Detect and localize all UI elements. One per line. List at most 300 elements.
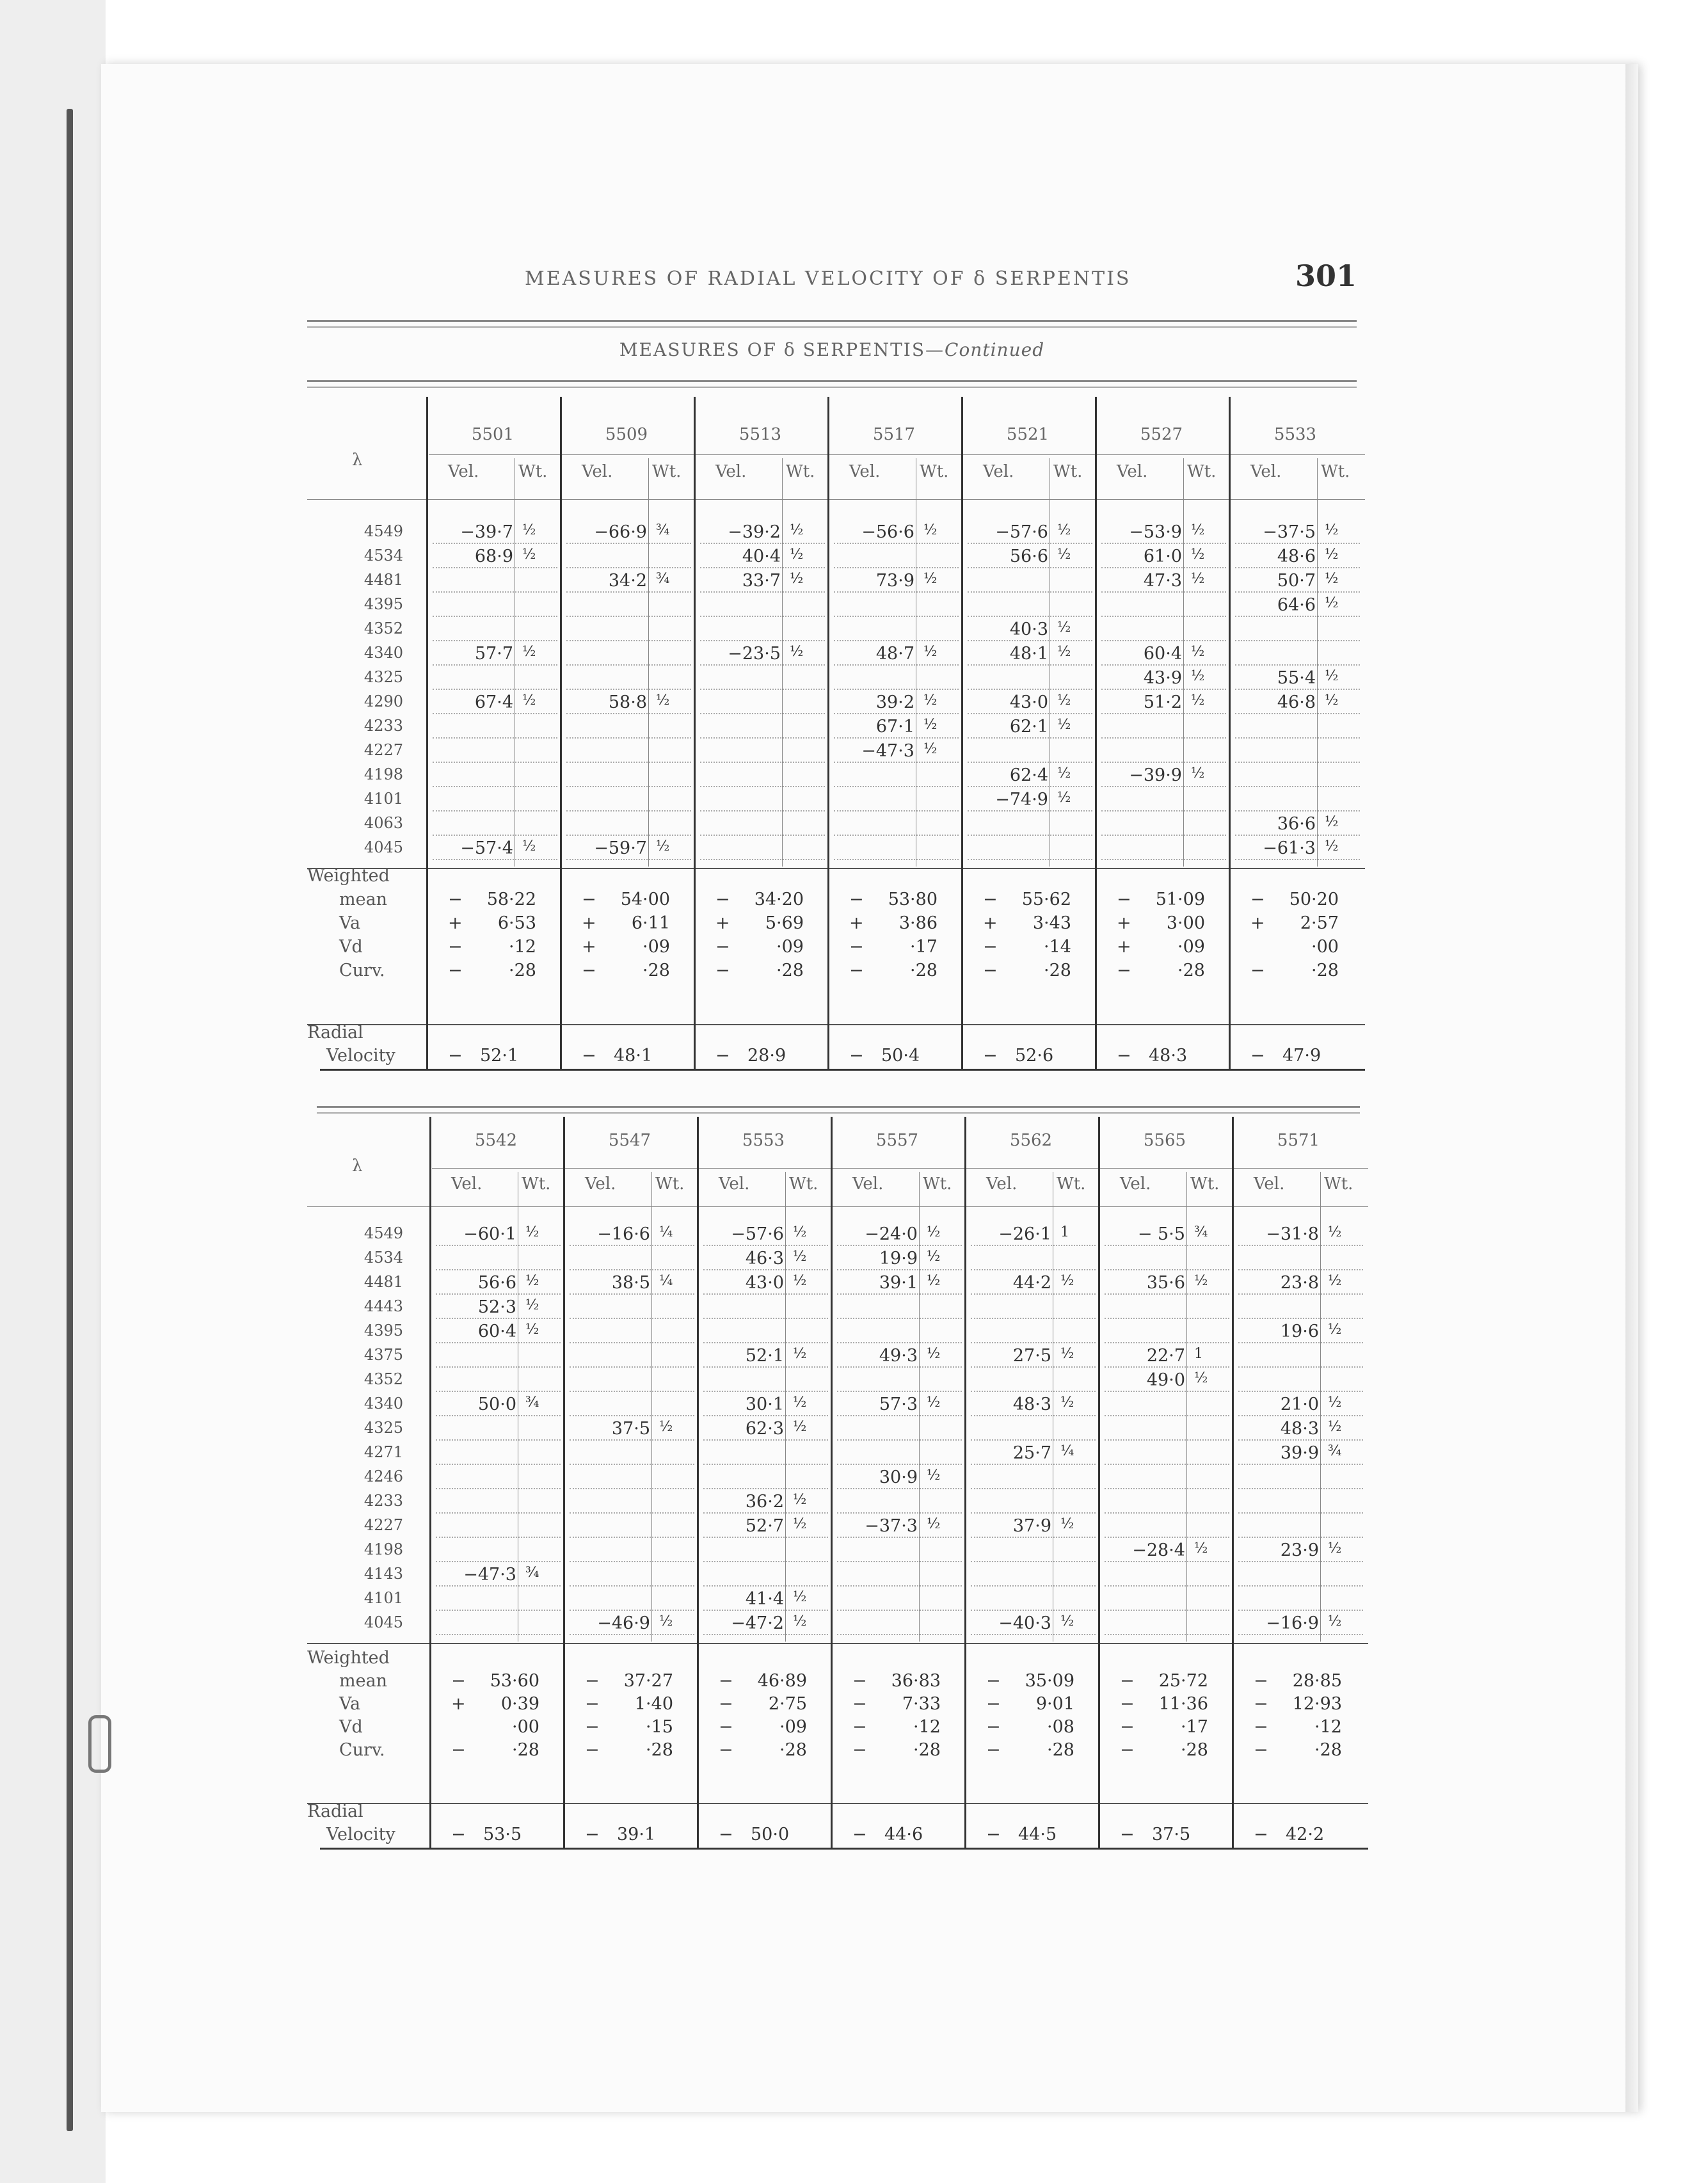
vel-header: Vel.	[983, 462, 1014, 481]
sign: +	[582, 913, 596, 933]
sign: −	[986, 1717, 1001, 1737]
sign: −	[983, 937, 998, 957]
dotted-leader	[700, 616, 825, 617]
velocity-value: 46·3	[745, 1249, 784, 1268]
dotted-leader	[968, 616, 1092, 617]
dotted-leader	[700, 762, 825, 763]
number: 54·00	[620, 890, 670, 909]
sign: −	[719, 1740, 733, 1760]
dotted-leader	[1101, 664, 1226, 666]
dotted-leader	[1101, 640, 1226, 641]
velocity-value: −74·9	[995, 790, 1048, 810]
number: 37·27	[623, 1671, 673, 1691]
weight-value: ½	[927, 1273, 941, 1289]
weight-value: ½	[1325, 571, 1339, 587]
number: 36·83	[891, 1671, 941, 1691]
dotted-leader	[1105, 1439, 1229, 1441]
measures-table-upper	[307, 397, 1357, 1075]
dotted-leader	[436, 1366, 561, 1368]
velocity-value: −57·6	[995, 522, 1048, 542]
left-page-gutter	[0, 0, 106, 2183]
plate-number: 5571	[1277, 1131, 1320, 1150]
number: ·12	[913, 1717, 941, 1737]
wavelength-label: 4340	[363, 644, 403, 662]
dotted-leader	[566, 640, 691, 641]
dotted-leader	[834, 713, 959, 714]
dotted-leader	[433, 689, 557, 690]
dotted-leader	[1105, 1464, 1229, 1465]
velocity-value: 67·1	[875, 717, 914, 737]
wt-header: Wt.	[655, 1174, 685, 1194]
velocity-value: 64·6	[1277, 595, 1316, 615]
dotted-leader	[837, 1245, 962, 1246]
velocity-value: 68·9	[474, 547, 513, 566]
number: 48·1	[614, 1046, 653, 1066]
dotted-leader	[566, 859, 691, 860]
number: 5·69	[765, 913, 804, 933]
weighted-label: Weighted	[307, 1648, 390, 1668]
dotted-leader	[834, 810, 959, 812]
dotted-leader	[433, 835, 557, 836]
dotted-leader	[1235, 810, 1360, 812]
weight-value: ½	[790, 644, 804, 660]
dotted-leader	[570, 1585, 694, 1587]
weight-value: ½	[1057, 717, 1071, 733]
sign: −	[1117, 1046, 1131, 1066]
dotted-leader	[1235, 567, 1360, 568]
number: 34·20	[754, 890, 804, 909]
dotted-leader	[566, 591, 691, 593]
wt-header: Wt.	[522, 1174, 551, 1194]
dotted-leader	[570, 1537, 694, 1538]
weight-value: ½	[1057, 547, 1071, 563]
sign: −	[983, 890, 998, 909]
dotted-leader	[436, 1342, 561, 1343]
dotted-leader	[971, 1269, 1096, 1270]
running-header	[307, 259, 1357, 305]
vel-wt-divider	[651, 1172, 652, 1642]
velocity-value: 40·4	[742, 547, 781, 566]
dotted-leader	[1235, 713, 1360, 714]
velocity-value: 30·1	[745, 1395, 784, 1414]
wt-header: Wt.	[652, 462, 682, 481]
weight-value: ½	[1194, 1370, 1208, 1386]
velocity-value: −39·7	[460, 522, 513, 542]
sign: −	[719, 1671, 733, 1691]
sign: +	[448, 913, 463, 933]
sign: −	[986, 1825, 1001, 1844]
vel-wt-divider	[1186, 1172, 1187, 1642]
dotted-leader	[837, 1269, 962, 1270]
velocity-value: 52·1	[745, 1346, 784, 1366]
sign: −	[1254, 1671, 1268, 1691]
number: 11·36	[1158, 1694, 1208, 1714]
weight-value: ½	[793, 1492, 807, 1508]
table-separator-rule	[317, 1106, 1360, 1108]
weight-value: ½	[1325, 838, 1339, 854]
sign: −	[719, 1694, 733, 1714]
sign: +	[1117, 937, 1131, 957]
dotted-leader	[1105, 1245, 1229, 1246]
dotted-leader	[837, 1318, 962, 1319]
dotted-leader	[971, 1464, 1096, 1465]
velocity-value: 40·3	[1009, 620, 1048, 639]
weight-value: ½	[659, 1613, 673, 1629]
number: ·28	[779, 1740, 807, 1760]
wavelength-label: 4271	[363, 1443, 403, 1461]
velocity-value: 52·3	[477, 1297, 516, 1317]
weight-value: ½	[793, 1249, 807, 1265]
dotted-leader	[570, 1342, 694, 1343]
velocity-value: 62·3	[745, 1419, 784, 1439]
velocity-value: 38·5	[611, 1273, 650, 1293]
velocity-value: 58·8	[608, 692, 647, 712]
number: 44·6	[884, 1825, 923, 1844]
sign: +	[715, 913, 730, 933]
va-label: Va	[339, 913, 361, 933]
velocity-value: 21·0	[1280, 1395, 1319, 1414]
section-rule	[307, 380, 1357, 382]
subheader-rule	[432, 1168, 1368, 1169]
velocity-value: 49·0	[1146, 1370, 1185, 1390]
velocity-value: −37·5	[1263, 522, 1316, 542]
vel-wt-divider	[785, 1172, 786, 1642]
dotted-leader	[1101, 713, 1226, 714]
plate-number: 5533	[1273, 425, 1317, 444]
number: ·00	[512, 1717, 539, 1737]
sign: −	[1120, 1825, 1135, 1844]
weight-value: ½	[1194, 1273, 1208, 1289]
dotted-leader	[703, 1269, 828, 1270]
sign: −	[715, 937, 730, 957]
velocity-value: 56·6	[477, 1273, 516, 1293]
wavelength-label: 4227	[363, 741, 403, 759]
vd-label: Vd	[339, 937, 363, 957]
number: 0·39	[500, 1694, 539, 1714]
sign: −	[715, 961, 730, 980]
curv-label: Curv.	[339, 961, 385, 980]
number: ·28	[1177, 961, 1205, 980]
sign: −	[1254, 1740, 1268, 1760]
weight-value: ½	[1057, 522, 1071, 538]
number: 3·86	[898, 913, 938, 933]
velocity-value: 34·2	[608, 571, 647, 591]
dotted-leader	[1105, 1488, 1229, 1489]
dotted-leader	[570, 1269, 694, 1270]
sign: +	[451, 1694, 466, 1714]
wavelength-label: 4045	[363, 838, 403, 856]
number: 35·09	[1025, 1671, 1074, 1691]
dotted-leader	[433, 664, 557, 666]
dotted-leader	[1101, 543, 1226, 544]
wt-header: Wt.	[923, 1174, 952, 1194]
dotted-leader	[700, 737, 825, 739]
dotted-leader	[837, 1610, 962, 1611]
dotted-leader	[971, 1318, 1096, 1319]
dotted-leader	[703, 1488, 828, 1489]
dotted-leader	[703, 1318, 828, 1319]
dotted-leader	[1105, 1634, 1229, 1635]
weight-value: ½	[923, 522, 938, 538]
sign: −	[582, 1046, 596, 1066]
dotted-leader	[700, 640, 825, 641]
weight-value: ½	[1191, 522, 1205, 538]
dotted-leader	[968, 713, 1092, 714]
number: 50·4	[881, 1046, 920, 1066]
vel-header: Vel.	[852, 1174, 884, 1194]
number: ·28	[910, 961, 938, 980]
number: 28·9	[747, 1046, 786, 1066]
dotted-leader	[971, 1366, 1096, 1368]
dotted-leader	[436, 1269, 561, 1270]
dotted-leader	[1238, 1512, 1363, 1514]
vel-header: Vel.	[1254, 1174, 1285, 1194]
dotted-leader	[1235, 859, 1360, 860]
weight-value: ½	[522, 692, 536, 708]
weight-value: ½	[1325, 668, 1339, 684]
header-rule-thin	[307, 326, 1357, 328]
column-divider	[1229, 397, 1231, 1069]
dotted-leader	[703, 1561, 828, 1562]
wavelength-label: 4233	[363, 717, 403, 735]
dotted-leader	[837, 1342, 962, 1343]
dotted-leader	[436, 1245, 561, 1246]
velocity-value: −66·9	[594, 522, 647, 542]
dotted-leader	[703, 1464, 828, 1465]
plate-number: 5547	[608, 1131, 651, 1150]
dotted-leader	[971, 1342, 1096, 1343]
wavelength-label: 4227	[363, 1516, 403, 1534]
velocity-value: 55·4	[1277, 668, 1316, 688]
dotted-leader	[1105, 1342, 1229, 1343]
weight-value: ½	[1328, 1419, 1342, 1435]
dotted-leader	[436, 1293, 561, 1295]
dotted-leader	[968, 591, 1092, 593]
running-title: MEASURES OF RADIAL VELOCITY OF δ SERPENTIS	[525, 268, 1131, 290]
dotted-leader	[1238, 1245, 1363, 1246]
weight-value: ½	[793, 1395, 807, 1411]
weight-value: ½	[1060, 1395, 1074, 1411]
dotted-leader	[971, 1610, 1096, 1611]
velocity-value: 62·1	[1009, 717, 1048, 737]
velocity-value: 19·9	[879, 1249, 918, 1268]
velocity-value: −47·3	[861, 741, 914, 761]
dotted-leader	[433, 713, 557, 714]
velocity-value: 48·3	[1280, 1419, 1319, 1439]
sign: −	[852, 1717, 867, 1737]
velocity-value: 60·4	[477, 1322, 516, 1341]
dotted-leader	[1105, 1318, 1229, 1319]
wavelength-label: 4395	[363, 595, 403, 613]
number: ·28	[776, 961, 804, 980]
sign: −	[1120, 1740, 1135, 1760]
wt-header: Wt.	[786, 462, 815, 481]
dotted-leader	[566, 543, 691, 544]
velocity-value: −39·2	[728, 522, 781, 542]
dotted-leader	[700, 543, 825, 544]
dotted-leader	[570, 1415, 694, 1416]
dotted-leader	[703, 1610, 828, 1611]
sign: −	[849, 937, 864, 957]
velocity-value: 39·1	[879, 1273, 918, 1293]
weight-value: ½	[793, 1613, 807, 1629]
dotted-leader	[968, 762, 1092, 763]
velocity-value: 37·9	[1012, 1516, 1051, 1536]
dotted-leader	[433, 786, 557, 787]
plate-number: 5562	[1009, 1131, 1053, 1150]
number: 3·00	[1166, 913, 1205, 933]
dotted-leader	[566, 737, 691, 739]
dotted-leader	[1235, 591, 1360, 593]
wavelength-label: 4246	[363, 1467, 403, 1485]
sign: −	[1117, 961, 1131, 980]
dotted-leader	[703, 1391, 828, 1392]
velocity-value: 73·9	[875, 571, 914, 591]
table-bottom-rule	[320, 1848, 1368, 1850]
dotted-leader	[1101, 835, 1226, 836]
velocity-value: −16·6	[597, 1224, 650, 1244]
weight-value: ½	[525, 1273, 539, 1289]
number: 12·93	[1292, 1694, 1342, 1714]
dotted-leader	[703, 1634, 828, 1635]
dotted-leader	[570, 1245, 694, 1246]
weight-value: ½	[659, 1419, 673, 1435]
weight-value: ½	[793, 1224, 807, 1240]
wavelength-label: 4101	[363, 790, 403, 808]
plate-number: 5565	[1143, 1131, 1186, 1150]
number: 42·2	[1286, 1825, 1325, 1844]
dotted-leader	[834, 737, 959, 739]
dotted-leader	[700, 567, 825, 568]
number: 48·3	[1149, 1046, 1188, 1066]
dotted-leader	[834, 591, 959, 593]
dotted-leader	[1105, 1269, 1229, 1270]
mean-label: mean	[339, 890, 388, 909]
velocity-label: Velocity	[326, 1046, 395, 1066]
dotted-leader	[834, 640, 959, 641]
dotted-leader	[1101, 762, 1226, 763]
dotted-leader	[971, 1512, 1096, 1514]
weight-value: ½	[1328, 1613, 1342, 1629]
velocity-value: −24·0	[865, 1224, 918, 1244]
dotted-leader	[837, 1464, 962, 1465]
weight-value: ½	[1325, 814, 1339, 830]
column-divider	[697, 1117, 699, 1848]
dotted-leader	[703, 1342, 828, 1343]
dotted-leader	[436, 1561, 561, 1562]
number: ·09	[1177, 937, 1205, 957]
velocity-value: −53·9	[1129, 522, 1182, 542]
velocity-value: 39·2	[875, 692, 914, 712]
sign: −	[719, 1717, 733, 1737]
number: ·17	[1181, 1717, 1208, 1737]
sign: −	[849, 1046, 864, 1066]
dotted-leader	[1101, 737, 1226, 739]
column-divider	[964, 1117, 966, 1848]
number: ·28	[1311, 961, 1339, 980]
weight-value: ¾	[525, 1565, 539, 1581]
weight-value: ½	[923, 571, 938, 587]
plate-number: 5553	[742, 1131, 785, 1150]
column-divider	[827, 397, 829, 1069]
velocity-value: −47·2	[731, 1613, 784, 1633]
column-divider	[429, 1117, 431, 1848]
dotted-leader	[837, 1366, 962, 1368]
dotted-leader	[566, 689, 691, 690]
dotted-leader	[834, 543, 959, 544]
velocity-value: −40·3	[998, 1613, 1051, 1633]
weight-value: ¾	[656, 571, 670, 587]
velocity-value: −57·4	[460, 838, 513, 858]
velocity-value: 43·0	[1009, 692, 1048, 712]
dotted-leader	[700, 786, 825, 787]
dotted-leader	[436, 1585, 561, 1587]
velocity-value: 27·5	[1012, 1346, 1051, 1366]
column-divider	[1232, 1117, 1234, 1848]
number: ·08	[1047, 1717, 1074, 1737]
dotted-leader	[1101, 859, 1226, 860]
weight-value: ½	[1191, 668, 1205, 684]
dotted-leader	[1105, 1415, 1229, 1416]
weight-value: ½	[1328, 1224, 1342, 1240]
sign: −	[715, 890, 730, 909]
dotted-leader	[1238, 1585, 1363, 1587]
dotted-leader	[837, 1537, 962, 1538]
velocity-value: −61·3	[1263, 838, 1316, 858]
weight-value: ½	[656, 838, 670, 854]
dotted-leader	[703, 1293, 828, 1295]
measures-table-lower	[307, 1117, 1369, 1878]
dotted-leader	[700, 835, 825, 836]
dotted-leader	[1235, 543, 1360, 544]
velocity-value: 57·3	[879, 1395, 918, 1414]
dotted-leader	[703, 1585, 828, 1587]
dotted-leader	[700, 859, 825, 860]
wavelength-label: 4101	[363, 1589, 403, 1607]
number: 47·9	[1282, 1046, 1321, 1066]
number: ·28	[642, 961, 670, 980]
column-divider	[831, 1117, 833, 1848]
dotted-leader	[971, 1537, 1096, 1538]
dotted-leader	[436, 1464, 561, 1465]
dotted-leader	[1238, 1439, 1363, 1441]
vel-header: Vel.	[585, 1174, 616, 1194]
weight-value: ½	[790, 571, 804, 587]
dotted-leader	[971, 1585, 1096, 1587]
radial-label: Radial	[307, 1023, 363, 1043]
wt-header: Wt.	[920, 462, 949, 481]
dotted-leader	[837, 1415, 962, 1416]
weight-value: ½	[1325, 547, 1339, 563]
velocity-value: 46·8	[1277, 692, 1316, 712]
dotted-leader	[703, 1415, 828, 1416]
weight-value: 1	[1194, 1346, 1203, 1362]
dotted-leader	[570, 1391, 694, 1392]
table-bottom-rule	[320, 1069, 1365, 1071]
weight-value: ½	[656, 692, 670, 708]
number: ·00	[1311, 937, 1339, 957]
dotted-leader	[834, 786, 959, 787]
dotted-leader	[1238, 1342, 1363, 1343]
dotted-leader	[436, 1537, 561, 1538]
weight-value: ¾	[525, 1395, 539, 1411]
dotted-leader	[837, 1585, 962, 1587]
weight-value: ¾	[656, 522, 670, 538]
sign: +	[1117, 913, 1131, 933]
number: ·28	[512, 1740, 539, 1760]
body-top-rule	[307, 1206, 1368, 1207]
plate-number: 5501	[471, 425, 515, 444]
